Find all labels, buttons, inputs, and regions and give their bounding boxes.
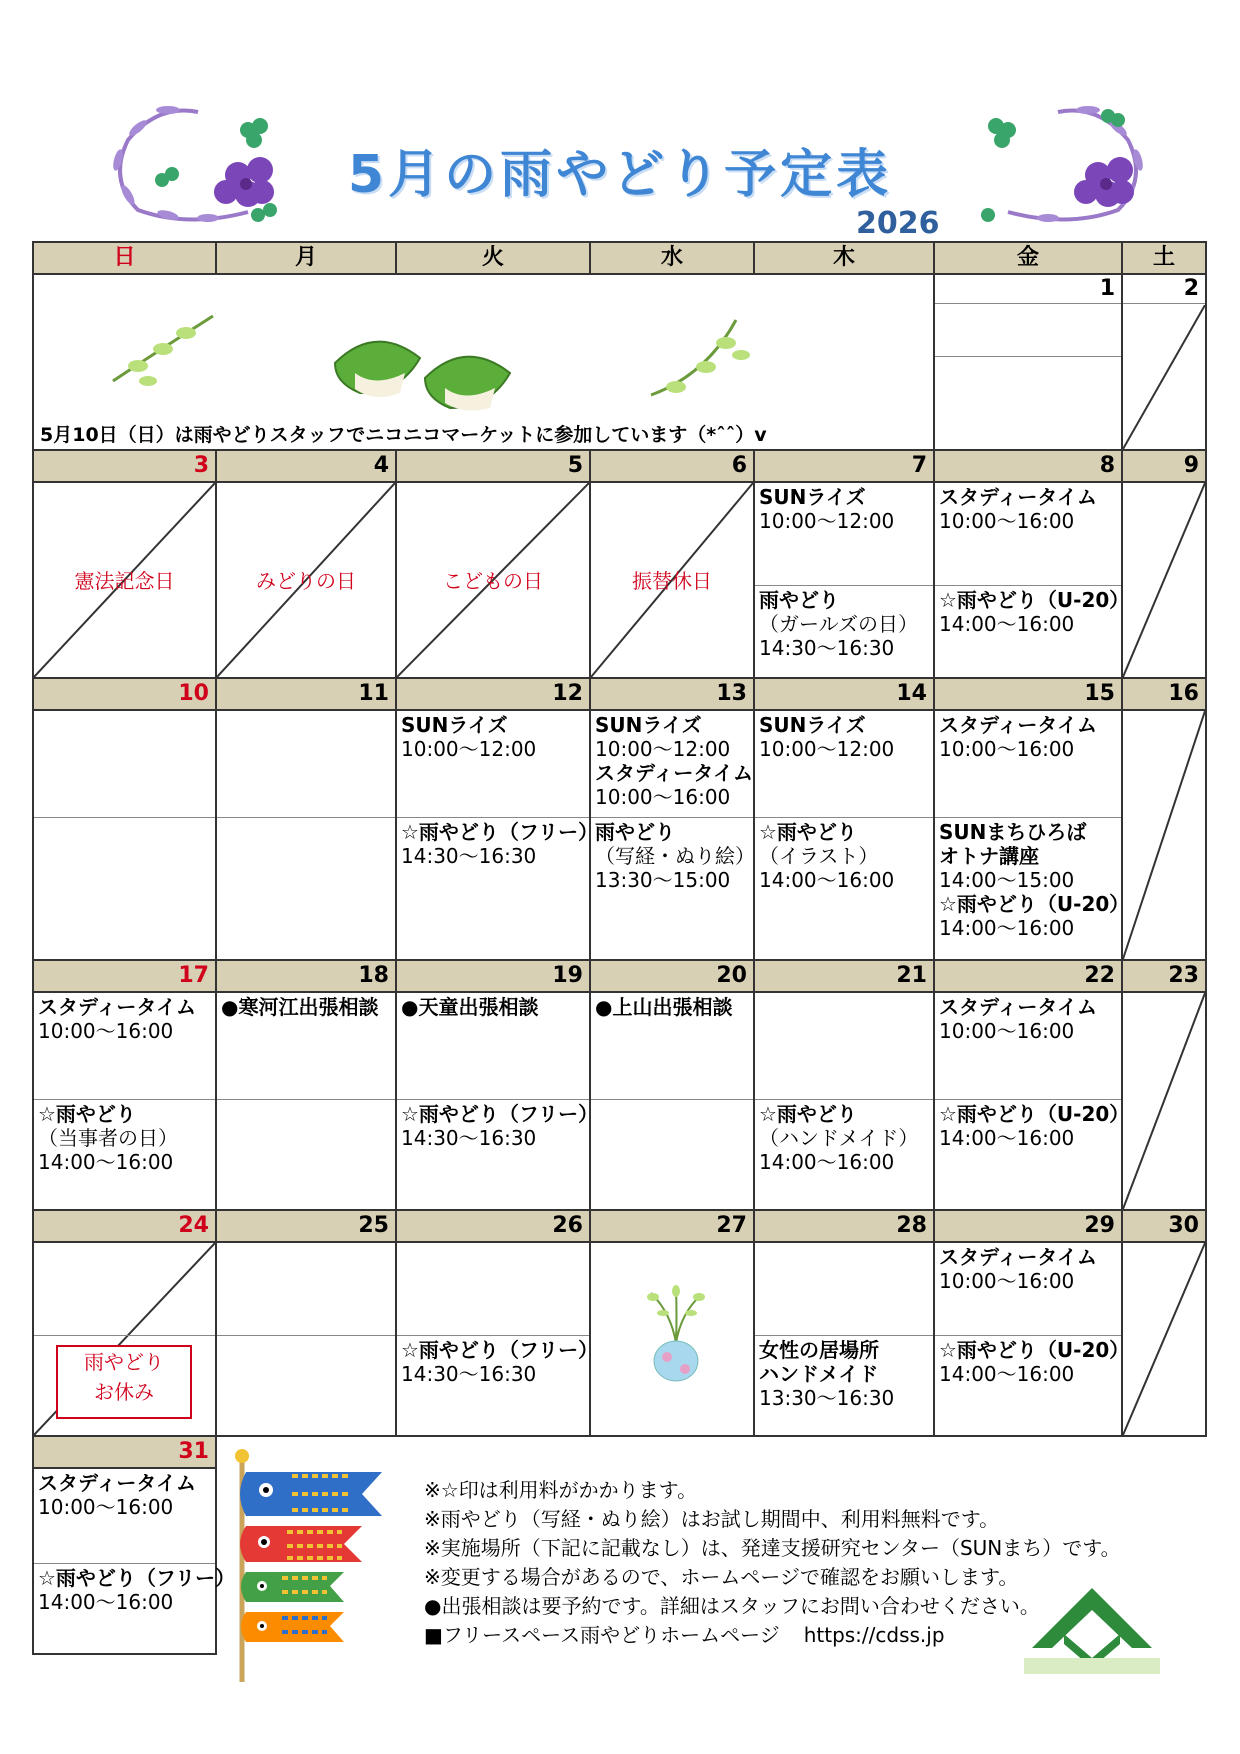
note-line: ※☆印は利用料がかかります。 — [424, 1478, 698, 1502]
weekday-thu: 木 — [754, 242, 934, 274]
flower-vase-icon — [641, 1283, 711, 1383]
notice-text: 5月10日（日）は雨やどりスタッフでニコニコマーケットに参加しています（*ˆˆ）v — [40, 424, 767, 446]
event-illust: ☆雨やどり （イラスト） 14:00～16:00 — [755, 817, 933, 894]
day-cell-22 — [934, 992, 1130, 1210]
day-number: 7 — [754, 450, 934, 482]
day-number: 22 — [934, 960, 1122, 992]
day-cell-18 — [216, 992, 396, 1210]
day-number: 14 — [754, 678, 934, 710]
day-cell-29 — [934, 1242, 1130, 1436]
event-free: ☆雨やどり（フリー） 14:30～16:30 — [397, 1335, 589, 1388]
day-number: 1 — [935, 275, 1121, 304]
event-study-time: スタディータイム 10:00～16:00 — [939, 485, 1097, 533]
holiday-label: 振替休日 — [632, 569, 712, 593]
weekday-fri: 金 — [934, 242, 1122, 274]
day-cell-16 — [1122, 710, 1206, 960]
day-cell-9 — [1122, 482, 1206, 678]
day-cell-21 — [754, 992, 934, 1210]
notes-section — [424, 1476, 1121, 1650]
day-cell-6 — [590, 482, 754, 678]
day-number: 10 — [33, 678, 216, 710]
day-cell-25 — [216, 1242, 396, 1436]
day-number: 27 — [590, 1210, 754, 1242]
event-free: ☆雨やどり（フリー） 14:30～16:30 — [397, 817, 589, 870]
day-cell-27 — [590, 1242, 754, 1436]
diagonal-slash — [1123, 305, 1205, 449]
event-u20: ☆雨やどり（U-20） 14:00～16:00 — [935, 1335, 1121, 1388]
event-free: ☆雨やどり（フリー） 14:30～16:30 — [397, 1099, 589, 1152]
day-number: 3 — [33, 450, 216, 482]
day-cell-24 — [33, 1242, 216, 1436]
day-cell-10 — [33, 710, 216, 960]
event-handmade: ☆雨やどり （ハンドメイド） 14:00～16:00 — [755, 1099, 933, 1176]
day-number: 25 — [216, 1210, 396, 1242]
day-cell-7 — [754, 482, 934, 678]
weekday-sun: 日 — [33, 242, 216, 274]
day-number: 8 — [934, 450, 1122, 482]
event-kaminoyama: ●上山出張相談 — [595, 995, 733, 1019]
day-number: 20 — [590, 960, 754, 992]
event-sutra: 雨やどり （写経・ぬり絵） 13:30～15:00 — [591, 817, 753, 894]
holiday-label: 憲法記念日 — [74, 569, 175, 593]
event-women: 女性の居場所 ハンドメイド 13:30～16:30 — [755, 1335, 933, 1412]
event-sagae: ●寒河江出張相談 — [221, 995, 379, 1019]
day-number: 31 — [33, 1436, 216, 1468]
weekday-wed: 水 — [590, 242, 754, 274]
diagonal-slash — [1123, 993, 1205, 1209]
event-tojisha: ☆雨やどり （当事者の日） 14:00～16:00 — [34, 1099, 215, 1176]
day-number: 28 — [754, 1210, 934, 1242]
day-cell-13 — [590, 710, 754, 960]
event-sun-rise: SUNライズ 10:00～12:00 — [759, 485, 895, 533]
event-sun-rise: SUNライズ 10:00～12:00 — [401, 713, 537, 761]
event-sun-rise-study: SUNライズ 10:00～12:00 スタディータイム 10:00～16:00 — [595, 713, 753, 809]
day-number: 6 — [590, 450, 754, 482]
weekday-mon: 月 — [216, 242, 396, 274]
day-cell-3 — [33, 482, 216, 678]
day-number: 2 — [1123, 275, 1205, 304]
event-girls: 雨やどり （ガールズの日） 14:30～16:30 — [755, 585, 933, 662]
day-number: 4 — [216, 450, 396, 482]
diagonal-slash — [1123, 711, 1205, 959]
day-cell-30 — [1122, 1242, 1206, 1436]
event-study-time: スタディータイム 10:00～16:00 — [939, 995, 1097, 1043]
day-cell-31 — [33, 1468, 236, 1654]
day-cell-20 — [590, 992, 754, 1210]
day-cell-15 — [934, 710, 1130, 960]
event-sun-rise: SUNライズ 10:00～12:00 — [759, 713, 895, 761]
day-number: 11 — [216, 678, 396, 710]
calendar-table — [32, 241, 1207, 1655]
leaf-sprig-icon — [108, 311, 218, 391]
day-number: 9 — [1122, 450, 1206, 482]
day-cell-1 — [934, 274, 1122, 450]
day-number: 24 — [33, 1210, 216, 1242]
event-u20: ☆雨やどり（U-20） 14:00～16:00 — [935, 585, 1121, 638]
homepage-label: ■フリースペース雨やどりホームページ — [424, 1623, 780, 1647]
weekday-tue: 火 — [396, 242, 590, 274]
day-cell-19 — [396, 992, 599, 1210]
day-number: 21 — [754, 960, 934, 992]
closed-badge: 雨やどり お休み — [56, 1345, 192, 1419]
event-study-time: スタディータイム 10:00～16:00 — [38, 995, 196, 1043]
event-free: ☆雨やどり（フリー） 14:00～16:00 — [34, 1563, 215, 1616]
holiday-label: こどもの日 — [443, 569, 543, 593]
day-number: 13 — [590, 678, 754, 710]
event-study-time: スタディータイム 10:00～16:00 — [38, 1471, 196, 1519]
day-number: 23 — [1122, 960, 1206, 992]
day-number: 12 — [396, 678, 590, 710]
event-machi-u20: SUNまちひろば オトナ講座 14:00～15:00 ☆雨やどり（U-20） 14:00～16:00 — [935, 817, 1121, 942]
note-line: ※変更する場合があるので、ホームページで確認をお願いします。 — [424, 1565, 1019, 1589]
koinobori-icon — [232, 1446, 392, 1686]
day-number: 18 — [216, 960, 396, 992]
day-number: 16 — [1122, 678, 1206, 710]
diagonal-slash — [1123, 1243, 1205, 1435]
diagonal-slash — [1123, 483, 1205, 677]
note-line: ●出張相談は要予約です。詳細はスタッフにお問い合わせください。 — [424, 1594, 1040, 1618]
day-number: 29 — [934, 1210, 1122, 1242]
logo-icon — [1024, 1584, 1160, 1674]
event-u20: ☆雨やどり（U-20） 14:00～16:00 — [935, 1099, 1121, 1152]
day-cell-12 — [396, 710, 599, 960]
day-cell-11 — [216, 710, 396, 960]
year-label: 2026 — [856, 206, 940, 241]
event-tendo: ●天童出張相談 — [401, 995, 539, 1019]
day-number: 30 — [1122, 1210, 1206, 1242]
event-study-time: スタディータイム 10:00～16:00 — [939, 1245, 1097, 1293]
day-cell-5 — [396, 482, 590, 678]
page-title: 5月の雨やどり予定表 — [347, 145, 893, 205]
day-number: 5 — [396, 450, 590, 482]
day-number: 19 — [396, 960, 590, 992]
note-line: ※雨やどり（写経・ぬり絵）はお試し期間中、利用料無料です。 — [424, 1507, 1000, 1531]
event-study-time: スタディータイム 10:00～16:00 — [939, 713, 1097, 761]
day-number: 17 — [33, 960, 216, 992]
day-number: 26 — [396, 1210, 590, 1242]
holiday-label: みどりの日 — [256, 569, 356, 593]
day-cell-2 — [1122, 274, 1206, 450]
day-cell-14 — [754, 710, 934, 960]
day-cell-4 — [216, 482, 396, 678]
week1-banner — [33, 274, 934, 450]
weekday-sat: 土 — [1122, 242, 1206, 274]
weekday-header — [33, 242, 1206, 274]
day-cell-23 — [1122, 992, 1206, 1210]
day-number: 15 — [934, 678, 1122, 710]
day-cell-8 — [934, 482, 1130, 678]
leaf-sprig-icon — [646, 315, 756, 405]
note-line: ※実施場所（下記に記載なし）は、発達支援研究センター（SUNまち）です。 — [424, 1536, 1121, 1560]
kashiwa-mochi-icon — [330, 323, 520, 413]
day-cell-26 — [396, 1242, 599, 1436]
homepage-link[interactable]: https://cdss.jp — [803, 1623, 945, 1647]
day-cell-28 — [754, 1242, 934, 1436]
day-cell-17 — [33, 992, 216, 1210]
